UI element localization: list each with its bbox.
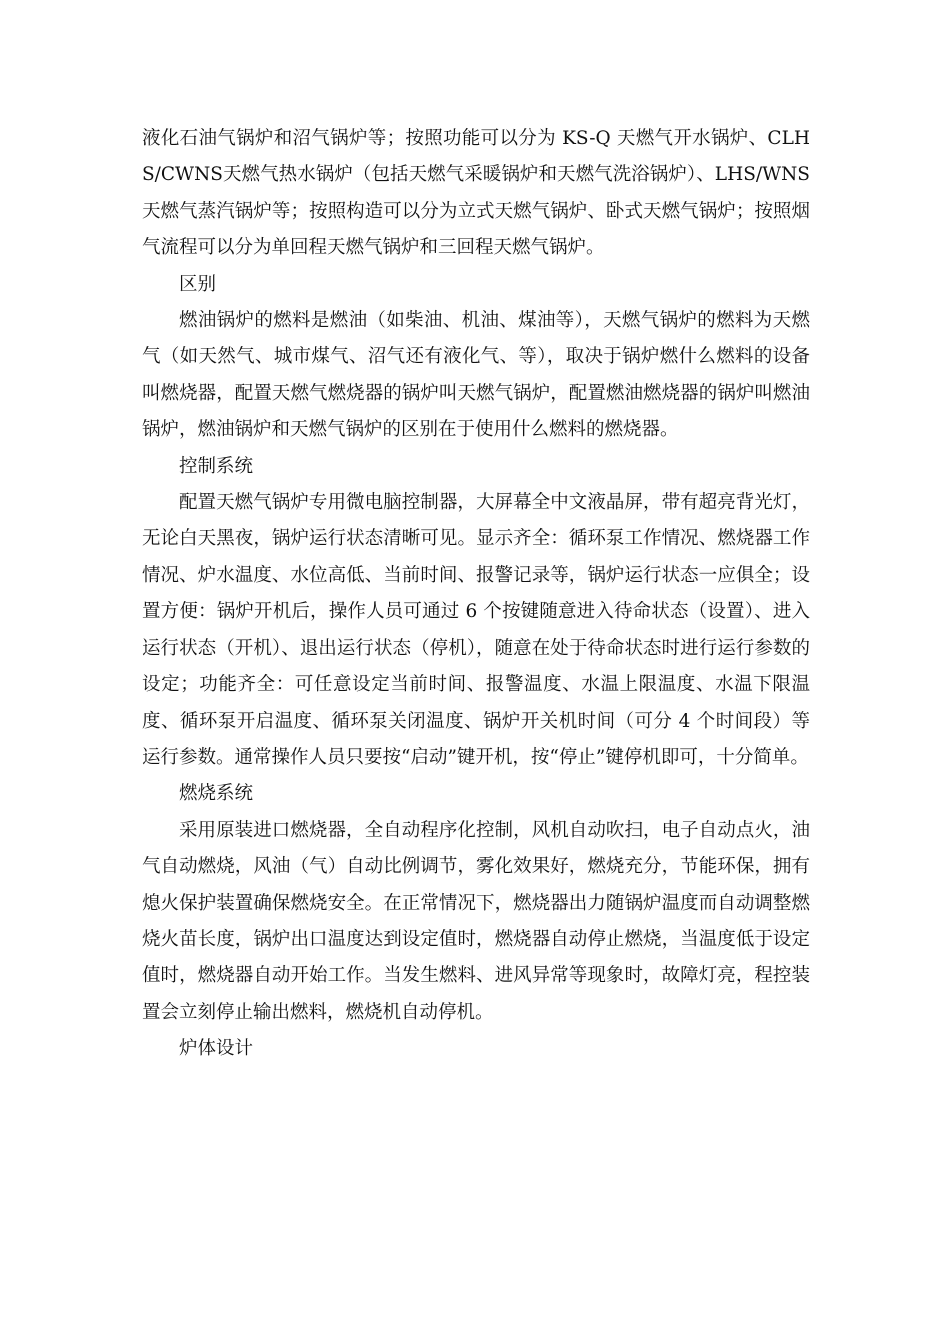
paragraph-difference: 燃油锅炉的燃料是燃油（如柴油、机油、煤油等），天燃气锅炉的燃料为天燃气（如天然气、城市煤气、沼气还有液化气、等），取决于锅炉燃什么燃料的设备叫燃烧器，配置天燃气燃烧器的锅炉叫天燃气锅炉，配置燃油燃烧器的锅炉叫燃油锅炉，燃油锅炉和天燃气锅炉的区别在于使用什么燃料的燃烧器。	[142, 310, 810, 441]
heading-control-system: 控制系统	[179, 455, 254, 477]
heading-combustion-system: 燃烧系统	[179, 783, 254, 805]
heading-furnace-design: 炉体设计	[179, 1038, 254, 1060]
paragraph-combustion-system: 采用原装进口燃烧器，全自动程序化控制，风机自动吹扫，电子自动点火，油气自动燃烧，风油（气）自动比例调节，雾化效果好，燃烧充分，节能环保，拥有熄火保护装置确保燃烧安全。在正常情况下，燃烧器出力随锅炉温度而自动调整燃烧火苗长度，锅炉出口温度达到设定值时，燃烧器自动停止燃烧，当温度低于设定值时，燃烧器自动开始工作。当发生燃料、进风异常等现象时，故障灯亮，程控装置会立刻停止输出燃料，燃烧机自动停机。	[142, 819, 810, 1023]
document-page	[142, 121, 810, 1068]
paragraph-boiler-types: 液化石油气锅炉和沼气锅炉等；按照功能可以分为 KS-Q 天燃气开水锅炉、CLHS/CWNS天燃气热水锅炉（包括天燃气采暖锅炉和天燃气洗浴锅炉）、LHS/WNS天燃气蒸汽锅炉等；按照构造可以分为立式天燃气锅炉、卧式天燃气锅炉；按照烟气流程可以分为单回程天燃气锅炉和三回程天燃气锅炉。	[142, 128, 810, 259]
heading-difference: 区别	[179, 273, 217, 295]
paragraph-control-system: 配置天燃气锅炉专用微电脑控制器，大屏幕全中文液晶屏，带有超亮背光灯，无论白天黑夜，锅炉运行状态清晰可见。显示齐全：循环泵工作情况、燃烧器工作情况、炉水温度、水位高低、当前时间、报警记录等，锅炉运行状态一应俱全；设置方便：锅炉开机后，操作人员可通过 6 个按键随意进入待命状态（设置）、进入运行状态（开机）、退出运行状态（停机），随意在处于待命状态时进行运行参数的设定；功能齐全：可任意设定当前时间、报警温度、水温上限温度、水温下限温度、循环泵开启温度、循环泵关闭温度、锅炉开关机时间（可分 4 个时间段）等运行参数。通常操作人员只要按“启动”键开机，按“停止”键停机即可，十分简单。	[142, 492, 810, 768]
